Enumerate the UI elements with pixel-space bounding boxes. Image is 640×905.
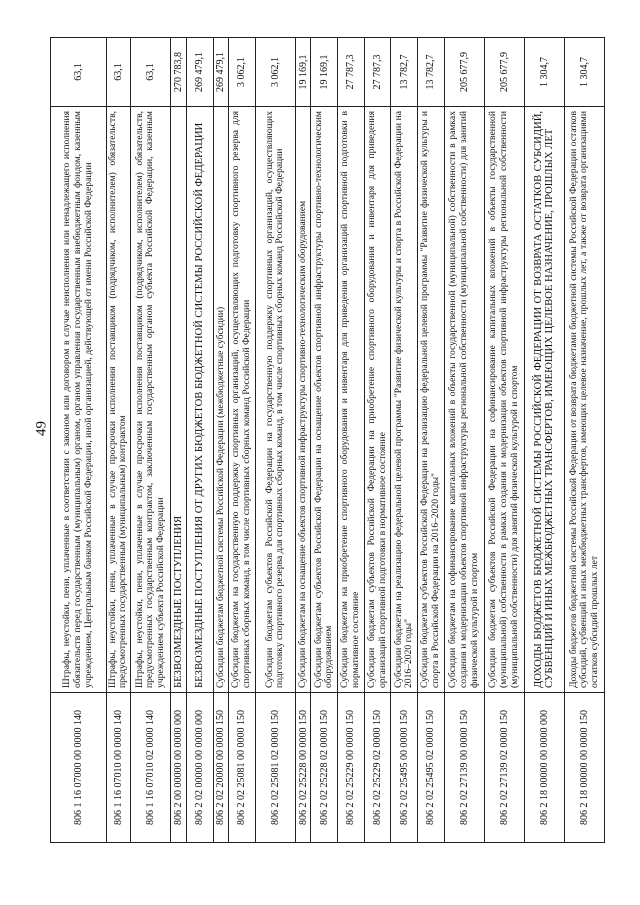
amount-cell: 269 479,1 [213, 38, 229, 107]
page-number: 49 [33, 421, 50, 436]
table-row [131, 38, 171, 843]
amount-cell: 3 062,1 [229, 38, 256, 107]
table-row [51, 38, 107, 843]
code-cell: 806 2 18 00000 00 0000 000 [524, 693, 564, 843]
amount-cell: 270 783,8 [171, 38, 187, 107]
name-cell: Штрафы, неустойки, пени, уплаченные в случае просрочки исполнения поставщиком (подрядчиком, исполнителем) обязательств, предусмотренных государственным контрактом, заключенным государственным органом субъекта Российской Федерации, казенным учреждением субъекта Российской Федерации [131, 107, 171, 693]
name-cell: Доходы бюджетов бюджетной системы Российской Федерации от возврата бюджетами бюджетной системы Российской Федерации остатков субсидий, субвенций и иных межбюджетных трансфертов, имеющих целевое назначение, прошлых лет, а также от возврата организациями остатков субсидий прошлых лет [564, 107, 604, 693]
name-cell: ДОХОДЫ БЮДЖЕТОВ БЮДЖЕТНОЙ СИСТЕМЫ РОССИЙСКОЙ ФЕДЕРАЦИИ ОТ ВОЗВРАТА ОСТАТКОВ СУБСИДИЙ, СУБВЕНЦИЙ И ИНЫХ МЕЖБЮДЖЕТНЫХ ТРАНСФЕРТОВ, ИМЕЮЩИХ ЦЕЛЕВОЕ НАЗНАЧЕНИЕ, ПРОШЛЫХ ЛЕТ [524, 107, 564, 693]
code-cell: 806 2 02 25495 02 0000 150 [418, 693, 445, 843]
code-cell: 806 1 16 07000 00 0000 140 [51, 693, 107, 843]
name-cell: Субсидии бюджетам на государственную поддержку спортивных организаций, осуществляющих подготовку спортивного резерва для спортивных сборных команд, в том числе спортивных сборных команд Российской Федерации [229, 107, 256, 693]
code-cell: 806 2 18 00000 00 0000 150 [564, 693, 604, 843]
table-row [418, 38, 445, 843]
name-cell: Субсидии бюджетам субъектов Российской Федерации на оснащение объектов спортивной инфраструктуры спортивно-технологическим оборудованием [311, 107, 338, 693]
code-cell: 806 2 02 25228 00 0000 150 [295, 693, 311, 843]
amount-cell: 13 782,7 [391, 38, 418, 107]
name-cell: Субсидии бюджетам на оснащение объектов спортивной инфраструктуры спортивно-технологическим оборудованием [295, 107, 311, 693]
table-row [311, 38, 338, 843]
code-cell: 806 1 16 07010 00 0000 140 [106, 693, 131, 843]
table-row [524, 38, 564, 843]
amount-cell: 19 169,1 [311, 38, 338, 107]
table-row [364, 38, 391, 843]
name-cell: Субсидии бюджетам субъектов Российской Федерации на софинансирование капитальных вложений в объекты государственной (муниципальной) собственности в рамках создания и модернизации объектов спортивной инфраструктуры региональной собственности (муниципальной собственности) для занятий физической культурой и спортом [484, 107, 524, 693]
amount-cell: 63,1 [131, 38, 171, 107]
amount-cell: 205 677,9 [444, 38, 484, 107]
table-row [484, 38, 524, 843]
amount-cell: 63,1 [51, 38, 107, 107]
amount-cell: 63,1 [106, 38, 131, 107]
code-cell: 806 2 02 00000 00 0000 000 [186, 693, 213, 843]
name-cell: Штрафы, неустойки, пени, уплаченные в случае просрочки исполнения поставщиком (подрядчиком, исполнителем) обязательств, предусмотренных государственным (муниципальным) контрактом [106, 107, 131, 693]
revenue-table-body [51, 38, 605, 843]
rotated-table-container [50, 38, 605, 843]
code-cell: 806 2 02 25081 02 0000 150 [255, 693, 295, 843]
code-cell: 806 2 02 25229 02 0000 150 [364, 693, 391, 843]
name-cell: Субсидии бюджетам субъектов Российской Федерации на приобретение спортивного оборудования и инвентаря для приведения организаций спортивной подготовки в нормативное состояние [364, 107, 391, 693]
table-row [295, 38, 311, 843]
code-cell: 806 2 02 20000 00 0000 150 [213, 693, 229, 843]
code-cell: 806 2 02 25229 00 0000 150 [338, 693, 365, 843]
name-cell: БЕЗВОЗМЕЗДНЫЕ ПОСТУПЛЕНИЯ ОТ ДРУГИХ БЮДЖЕТОВ БЮДЖЕТНОЙ СИСТЕМЫ РОССИЙСКОЙ ФЕДЕРАЦИИ [186, 107, 213, 693]
table-row [564, 38, 604, 843]
name-cell: Штрафы, неустойки, пени, уплаченные в соответствии с законом или договором в случае неисполнения или ненадлежащего исполнения обязательств перед государственным (муниципальным) органом, органом управления государственным внебюджетным фондом, казенным учреждением, Центральным банком Российской Федерации, иной организацией, действующей от имени Российской Федерации [51, 107, 107, 693]
amount-cell: 205 677,9 [484, 38, 524, 107]
amount-cell: 13 782,7 [418, 38, 445, 107]
amount-cell: 27 787,3 [364, 38, 391, 107]
code-cell: 806 2 02 27139 02 0000 150 [484, 693, 524, 843]
code-cell: 806 2 02 25495 00 0000 150 [391, 693, 418, 843]
code-cell: 806 2 02 27139 00 0000 150 [444, 693, 484, 843]
table-row [213, 38, 229, 843]
table-row [229, 38, 256, 843]
table-row [255, 38, 295, 843]
amount-cell: 3 062,1 [255, 38, 295, 107]
amount-cell: 27 787,3 [338, 38, 365, 107]
code-cell: 806 2 02 25228 02 0000 150 [311, 693, 338, 843]
name-cell: Субсидии бюджетам на реализацию федеральной целевой программы "Развитие физической культуры и спорта в Российской Федерации на 2016–2020 годы" [391, 107, 418, 693]
amount-cell: 1 304,7 [564, 38, 604, 107]
code-cell: 806 2 00 00000 00 0000 000 [171, 693, 187, 843]
name-cell: Субсидии бюджетам субъектов Российской Федерации на реализацию федеральной целевой программы "Развитие физической культуры и спорта в Российской Федерации на 2016–2020 годы" [418, 107, 445, 693]
amount-cell: 269 479,1 [186, 38, 213, 107]
amount-cell: 19 169,1 [295, 38, 311, 107]
table-row [106, 38, 131, 843]
code-cell: 806 2 02 25081 00 0000 150 [229, 693, 256, 843]
name-cell: Субсидии бюджетам на софинансирование капитальных вложений в объекты государственной (муниципальной) собственности в рамках создания и модернизации объектов спортивной инфраструктуры региональной собственности (муниципальной собственности) для занятий физической культурой и спортом [444, 107, 484, 693]
table-row [391, 38, 418, 843]
name-cell: Субсидии бюджетам субъектов Российской Федерации на государственную поддержку спортивных организаций, осуществляющих подготовку спортивного резерва для спортивных сборных команд, в том числе спортивных сборных команд Российской Федерации [255, 107, 295, 693]
table-row [444, 38, 484, 843]
revenue-table [50, 37, 605, 843]
code-cell: 806 1 16 07010 02 0000 140 [131, 693, 171, 843]
table-row [171, 38, 187, 843]
table-row [186, 38, 213, 843]
name-cell: Субсидии бюджетам бюджетной системы Российской Федерации (межбюджетные субсидии) [213, 107, 229, 693]
name-cell: Субсидии бюджетам на приобретение спортивного оборудования и инвентаря для приведения организаций спортивной подготовки в нормативное состояние [338, 107, 365, 693]
name-cell: БЕЗВОЗМЕЗДНЫЕ ПОСТУПЛЕНИЯ [171, 107, 187, 693]
amount-cell: 1 304,7 [524, 38, 564, 107]
table-row [338, 38, 365, 843]
